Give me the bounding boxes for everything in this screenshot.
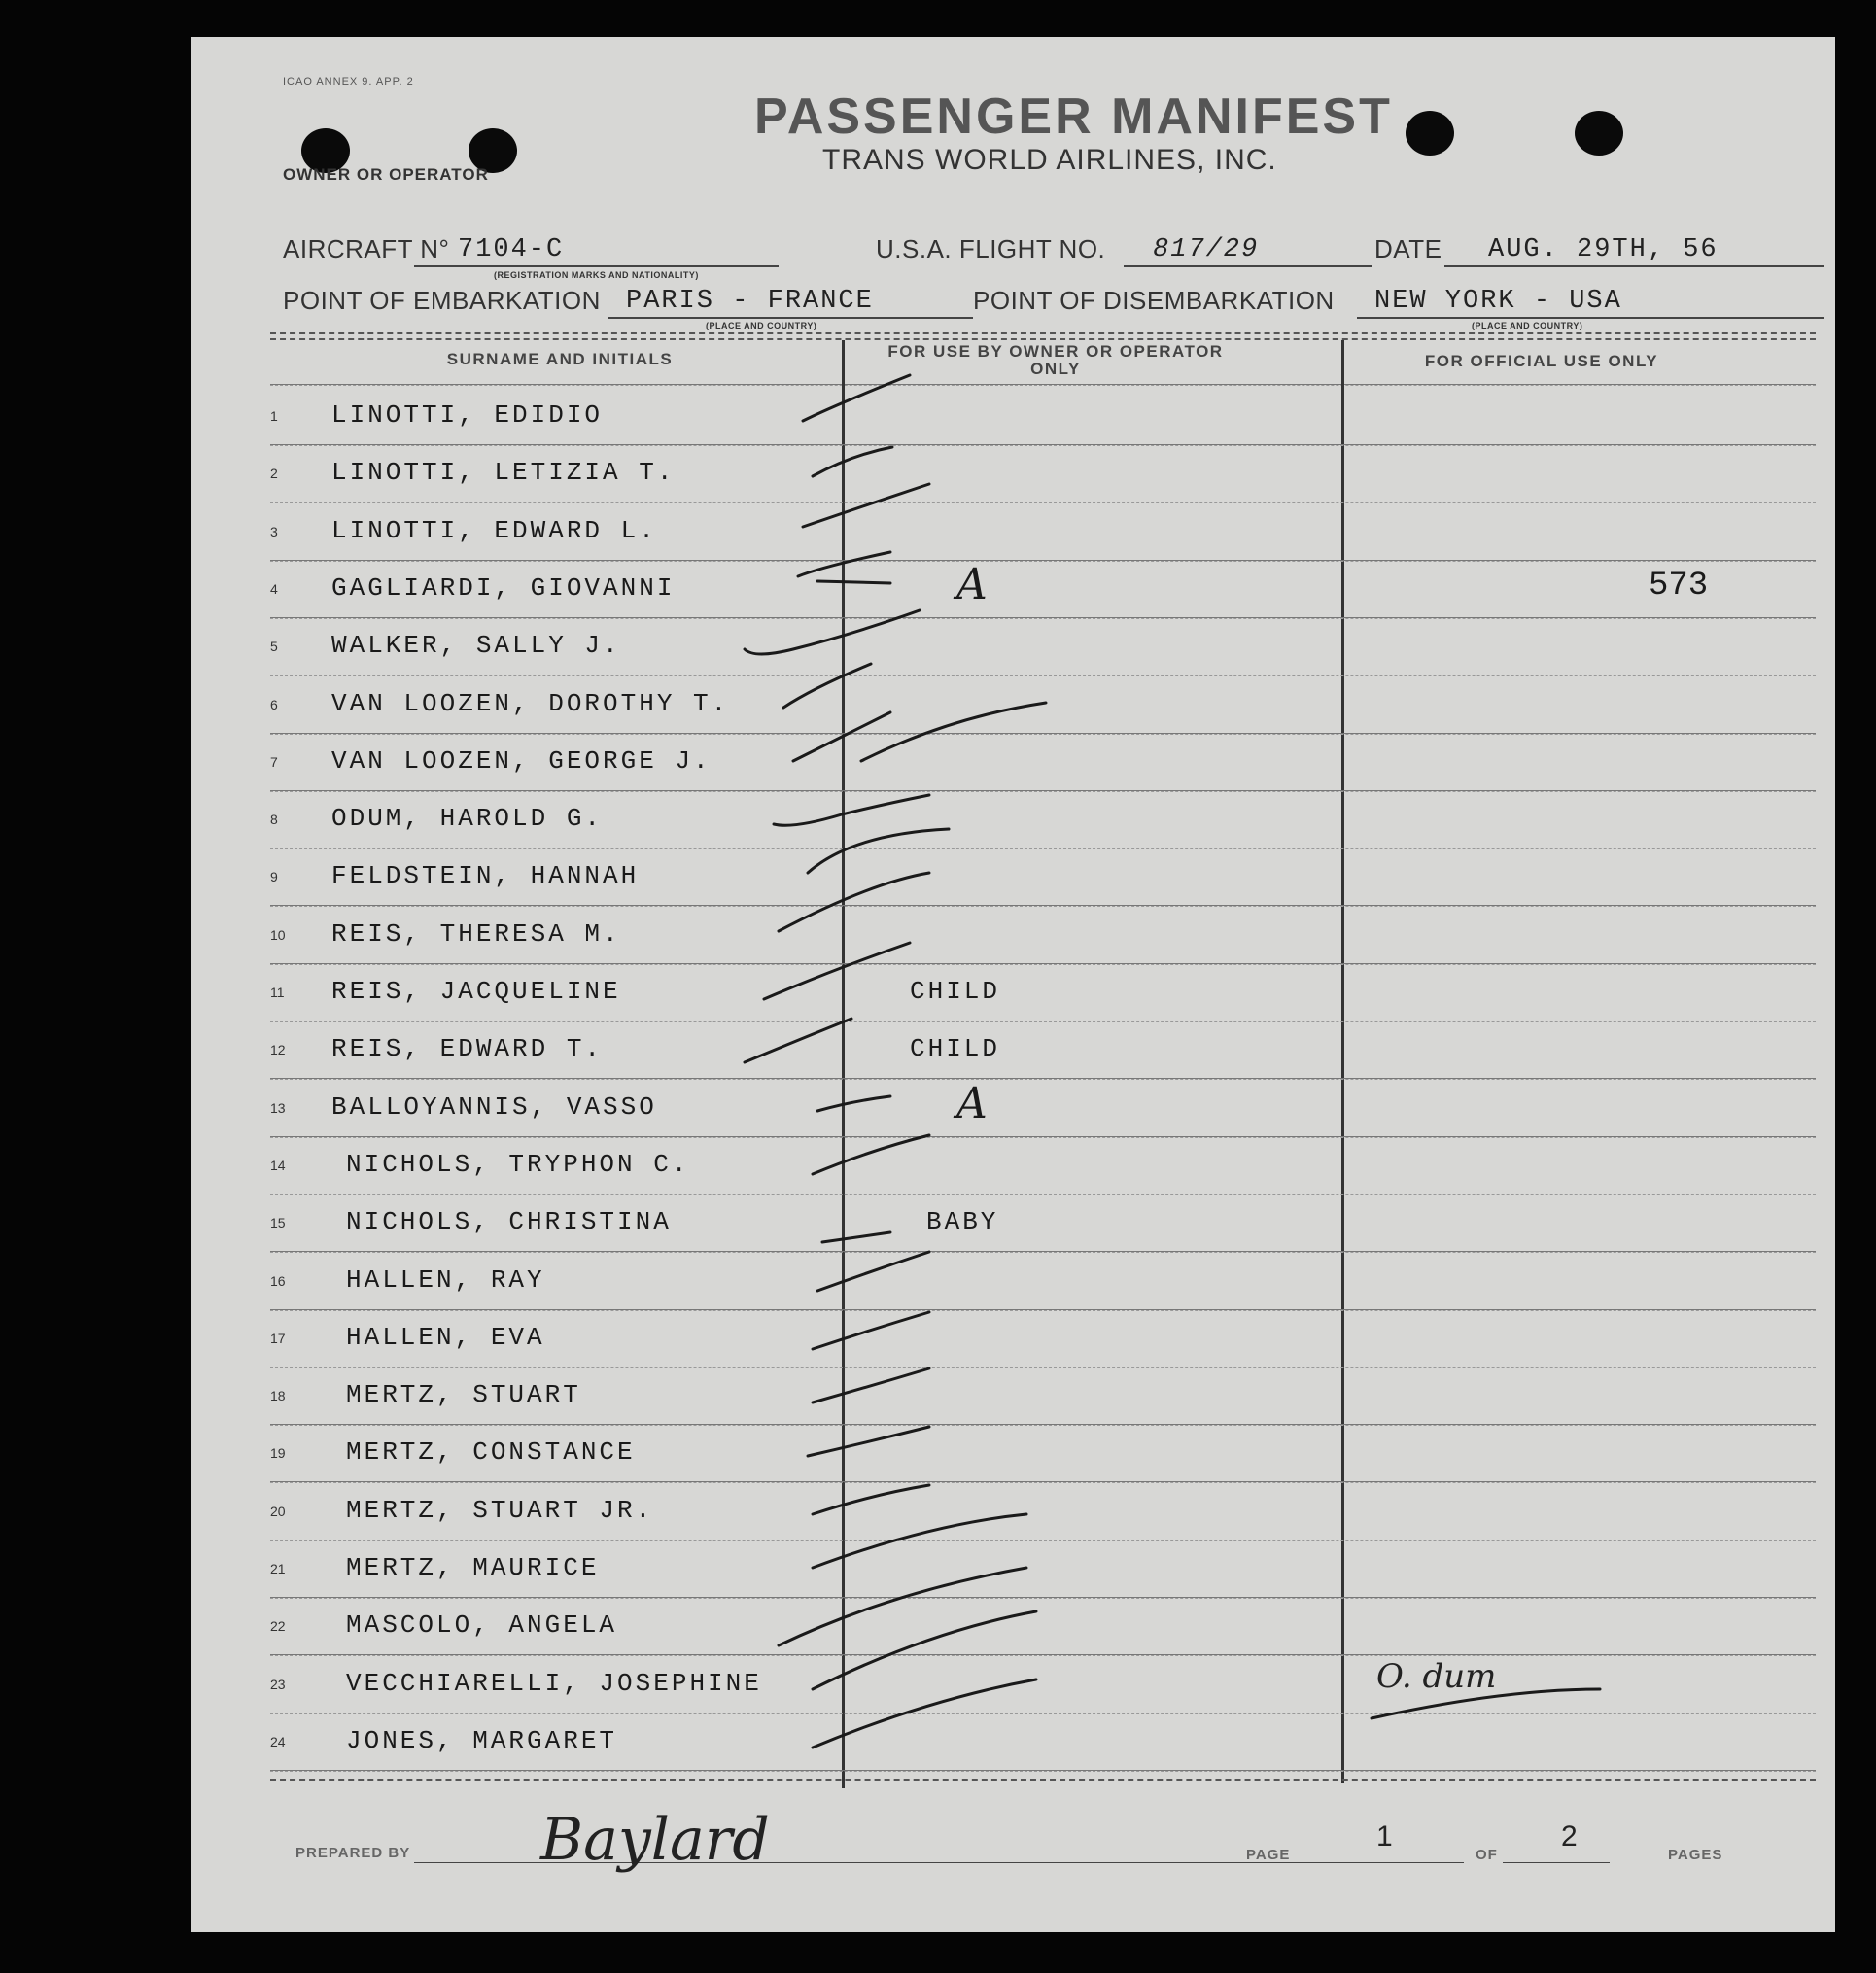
disembark-note: (PLACE AND COUNTRY) [1472, 321, 1583, 330]
passenger-name: REIS, THERESA M. [331, 918, 621, 949]
pages-label: PAGES [1668, 1847, 1723, 1863]
row-number: 19 [270, 1445, 286, 1462]
row-number: 14 [270, 1157, 286, 1173]
aircraft-label: AIRCRAFT N° [283, 234, 450, 263]
punch-hole [1575, 111, 1623, 156]
flight-label: U.S.A. FLIGHT NO. [876, 234, 1106, 263]
passenger-name: HALLEN, EVA [346, 1322, 545, 1352]
row-number: 13 [270, 1099, 286, 1116]
passenger-row [191, 1426, 1835, 1483]
official-note: O. dum [1376, 1656, 1497, 1696]
row-number: 17 [270, 1330, 286, 1346]
embark-underline [608, 317, 973, 319]
passenger-row [191, 389, 1835, 446]
passenger-name: JONES, MARGARET [346, 1725, 618, 1755]
preparer-signature: Baylard [540, 1806, 770, 1874]
passenger-name: GAGLIARDI, GIOVANNI [331, 572, 676, 603]
row-number: 3 [270, 523, 278, 539]
row-number: 10 [270, 926, 286, 943]
date-underline [1444, 265, 1824, 267]
passenger-row [191, 1311, 1835, 1368]
passenger-name: LINOTTI, EDWARD L. [331, 515, 657, 545]
passenger-name: BALLOYANNIS, VASSO [331, 1091, 657, 1122]
passenger-row [191, 1254, 1835, 1311]
passenger-name: REIS, JACQUELINE [331, 977, 621, 1006]
disembark-underline [1357, 317, 1824, 319]
table-bottom-rule [270, 1779, 1816, 1781]
prepared-by-label: PREPARED BY [295, 1845, 411, 1861]
punch-hole [1406, 111, 1454, 156]
passenger-row [191, 1078, 1835, 1138]
passenger-row [191, 1484, 1835, 1541]
passenger-name: HALLEN, RAY [346, 1264, 545, 1295]
operator-note: BABY [926, 1207, 999, 1237]
row-rule [270, 1770, 1816, 1772]
passenger-row [191, 1714, 1835, 1772]
passenger-name: VAN LOOZEN, DOROTHY T. [331, 688, 730, 718]
col-official-heading: FOR OFFICIAL USE ONLY [1424, 352, 1659, 370]
row-number: 24 [270, 1733, 286, 1749]
operator-note: A [956, 559, 990, 609]
passenger-name: NICHOLS, CHRISTINA [346, 1207, 672, 1237]
passenger-row [191, 619, 1835, 676]
page-underline [1299, 1862, 1464, 1863]
aircraft-value: 7104-C [458, 235, 565, 264]
operator-note: CHILD [910, 977, 1001, 1006]
heading-rule [270, 384, 1816, 386]
row-number: 23 [270, 1676, 286, 1692]
official-note: 573 [1649, 567, 1709, 605]
passenger-name: VAN LOOZEN, GEORGE J. [331, 745, 712, 776]
row-number: 12 [270, 1042, 286, 1058]
col-operator-heading: FOR USE BY OWNER OR OPERATOR ONLY [887, 342, 1224, 378]
passenger-row [191, 1541, 1835, 1599]
row-number: 4 [270, 580, 278, 597]
date-value: AUG. 29TH, 56 [1488, 235, 1719, 264]
date-label: DATE [1374, 234, 1442, 263]
row-number: 15 [270, 1215, 286, 1231]
passenger-row [191, 1138, 1835, 1195]
passenger-row [191, 965, 1835, 1022]
row-number: 2 [270, 466, 278, 482]
row-number: 18 [270, 1388, 286, 1404]
disembark-label: POINT OF DISEMBARKATION [973, 286, 1335, 315]
flight-value: 817/29 [1153, 235, 1260, 264]
disembark-value: NEW YORK - USA [1374, 287, 1622, 316]
passenger-name: MERTZ, STUART [346, 1380, 581, 1410]
row-number: 7 [270, 753, 278, 770]
header-divider [270, 332, 1816, 334]
passenger-name: MASCOLO, ANGELA [346, 1610, 618, 1641]
manifest-sheet [191, 37, 1835, 1932]
aircraft-note: (REGISTRATION MARKS AND NATIONALITY) [494, 270, 699, 280]
passenger-row [191, 1599, 1835, 1656]
embark-label: POINT OF EMBARKATION [283, 286, 601, 315]
passenger-name: FELDSTEIN, HANNAH [331, 861, 640, 891]
passenger-name: MERTZ, CONSTANCE [346, 1437, 636, 1468]
passenger-name: ODUM, HAROLD G. [331, 804, 604, 834]
row-number: 8 [270, 812, 278, 828]
page-value: 1 [1376, 1820, 1393, 1852]
of-value: 2 [1561, 1820, 1578, 1852]
passenger-row [191, 1195, 1835, 1253]
form-title: PASSENGER MANIFEST [754, 88, 1393, 145]
passenger-name: MERTZ, STUART JR. [346, 1495, 654, 1525]
passenger-row [191, 559, 1835, 619]
of-label: OF [1476, 1847, 1498, 1863]
embark-note: (PLACE AND COUNTRY) [706, 321, 817, 330]
row-number: 1 [270, 408, 278, 424]
passenger-name: NICHOLS, TRYPHON C. [346, 1149, 690, 1179]
row-number: 20 [270, 1503, 286, 1519]
page-label: PAGE [1246, 1847, 1291, 1863]
passenger-name: REIS, EDWARD T. [331, 1034, 604, 1064]
passenger-name: LINOTTI, EDIDIO [331, 400, 604, 430]
passenger-row [191, 792, 1835, 849]
owner-operator-label: OWNER OR OPERATOR [283, 165, 489, 184]
passenger-row [191, 1368, 1835, 1426]
passenger-row [191, 735, 1835, 792]
passenger-name: WALKER, SALLY J. [331, 631, 621, 661]
passenger-row [191, 677, 1835, 735]
row-number: 6 [270, 696, 278, 712]
passenger-row [191, 1657, 1835, 1714]
row-number: 16 [270, 1272, 286, 1289]
passenger-row [191, 849, 1835, 907]
airline-name: TRANS WORLD AIRLINES, INC. [822, 144, 1277, 176]
passenger-row [191, 446, 1835, 503]
passenger-name: VECCHIARELLI, JOSEPHINE [346, 1668, 762, 1698]
operator-note: CHILD [910, 1034, 1001, 1064]
row-number: 9 [270, 869, 278, 885]
passenger-name: LINOTTI, LETIZIA T. [331, 458, 676, 488]
passenger-name: MERTZ, MAURICE [346, 1553, 600, 1582]
row-number: 22 [270, 1618, 286, 1635]
passenger-row [191, 908, 1835, 965]
header-divider [270, 338, 1816, 340]
row-number: 5 [270, 639, 278, 655]
operator-note: A [956, 1078, 990, 1128]
passenger-row [191, 1022, 1835, 1080]
annex-reference: ICAO ANNEX 9. APP. 2 [283, 76, 414, 87]
embark-value: PARIS - FRANCE [626, 287, 874, 316]
passenger-row [191, 504, 1835, 562]
of-underline [1503, 1862, 1610, 1863]
row-number: 11 [270, 985, 285, 1000]
flight-underline [1124, 265, 1372, 267]
row-number: 21 [270, 1561, 286, 1576]
aircraft-underline [414, 265, 779, 267]
col-surname-heading: SURNAME AND INITIALS [446, 350, 674, 368]
